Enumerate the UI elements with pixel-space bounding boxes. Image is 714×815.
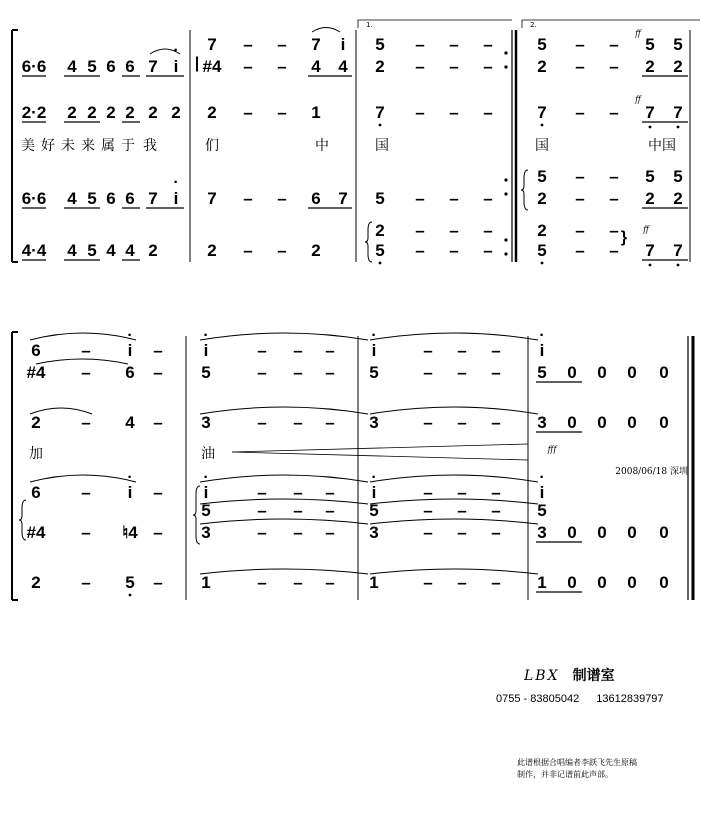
note: 5: [673, 35, 683, 54]
octave-dot-above: ·: [203, 327, 209, 344]
note: –: [293, 501, 303, 520]
repeat-dot: [504, 65, 507, 68]
note: –: [449, 189, 459, 208]
note: 7: [148, 189, 158, 208]
repeat-dot: [504, 192, 507, 195]
note: –: [457, 573, 467, 592]
note: 5: [537, 501, 547, 520]
tie: [200, 475, 368, 482]
repeat-dot: [504, 51, 507, 54]
note: i: [371, 341, 377, 360]
note: 5: [375, 241, 385, 260]
octave-dot-below: [541, 124, 544, 127]
note: 3: [201, 413, 211, 432]
note: 7: [673, 103, 683, 122]
note: 5: [537, 167, 547, 186]
note: 4: [125, 241, 135, 260]
note: 3: [369, 413, 379, 432]
tie: [312, 28, 340, 33]
note: –: [257, 501, 267, 520]
crescendo-hairpin-lower: [232, 452, 528, 460]
note: 5: [369, 363, 379, 382]
studio-name: 制谱室: [572, 668, 615, 684]
bar-brace: |: [194, 55, 200, 72]
note: –: [575, 189, 585, 208]
octave-dot-above: ·: [539, 469, 545, 486]
note: 2: [673, 189, 683, 208]
tie: [370, 407, 538, 414]
note: –: [609, 35, 619, 54]
note: –: [325, 341, 335, 360]
note: 5: [87, 241, 97, 260]
note: –: [491, 523, 501, 542]
note: –: [81, 341, 91, 360]
note: –: [325, 413, 335, 432]
note: –: [243, 35, 253, 54]
note: 2: [375, 221, 385, 240]
note: 5: [537, 363, 547, 382]
note: #4: [26, 363, 46, 382]
note: –: [325, 573, 335, 592]
note: –: [449, 241, 459, 260]
note: 2: [537, 221, 547, 240]
volta-2-label: 2.: [530, 21, 537, 29]
note: 2: [207, 241, 217, 260]
volta-bracket-2: [522, 20, 700, 28]
lyric-syllable: 来: [81, 138, 95, 154]
note: 2: [673, 57, 683, 76]
note: –: [483, 189, 493, 208]
note: 2: [31, 413, 41, 432]
note: #4: [202, 57, 222, 76]
note: –: [243, 57, 253, 76]
note: 6: [106, 57, 116, 76]
note: i: [127, 341, 133, 360]
note: –: [257, 573, 267, 592]
chord-brace: [193, 486, 200, 544]
note: i: [127, 483, 133, 502]
note: 6: [106, 189, 116, 208]
lyric-syllable: 加: [29, 446, 43, 462]
note: –: [415, 189, 425, 208]
octave-dot-above: ·: [371, 469, 377, 486]
lyric-syllable: 美: [21, 138, 35, 154]
note: –: [325, 483, 335, 502]
octave-dot-above: ·: [539, 327, 545, 344]
note: –: [81, 523, 91, 542]
studio-logo: LBX: [524, 668, 560, 684]
note: 4: [338, 57, 348, 76]
note: 7: [673, 241, 683, 260]
note: –: [449, 35, 459, 54]
note: –: [243, 241, 253, 260]
score-date: 2008/06/18 深圳: [615, 467, 688, 477]
note: –: [483, 103, 493, 122]
note: –: [575, 167, 585, 186]
note: 0: [567, 573, 577, 592]
note: –: [457, 483, 467, 502]
note: 6: [31, 483, 41, 502]
note: 5: [201, 363, 211, 382]
note: –: [415, 35, 425, 54]
note: 4: [67, 189, 77, 208]
note: 0: [597, 413, 607, 432]
repeat-dot: [504, 178, 507, 181]
tie: [370, 499, 538, 504]
note: 5: [87, 57, 97, 76]
note: 0: [567, 363, 577, 382]
note: –: [153, 363, 163, 382]
octave-dot-above: ·: [173, 42, 179, 59]
tie: [200, 333, 368, 340]
note: –: [575, 35, 585, 54]
octave-dot-below: [649, 264, 652, 267]
octave-dot-below: [379, 262, 382, 265]
note: –: [325, 363, 335, 382]
lyric-syllable: 国: [535, 138, 549, 154]
octave-dot-below: [677, 264, 680, 267]
note: –: [415, 241, 425, 260]
note: –: [457, 501, 467, 520]
note: –: [257, 363, 267, 382]
studio-mobile: 13612839797: [596, 693, 664, 705]
note: 0: [659, 573, 669, 592]
note: 3: [537, 523, 547, 542]
note: –: [609, 103, 619, 122]
tie: [370, 569, 538, 574]
note: –: [491, 573, 501, 592]
note: –: [449, 57, 459, 76]
note: –: [483, 35, 493, 54]
note: 7: [537, 103, 547, 122]
tie: [200, 499, 368, 504]
note: –: [483, 221, 493, 240]
note: –: [609, 221, 619, 240]
note: 1: [369, 573, 379, 592]
note: 2: [67, 103, 77, 122]
note: –: [423, 573, 433, 592]
note: 0: [659, 523, 669, 542]
note: 5: [537, 35, 547, 54]
note: 2: [148, 103, 158, 122]
score-note: [517, 757, 637, 781]
note: –: [449, 221, 459, 240]
note: 2: [171, 103, 181, 122]
note: 0: [567, 413, 577, 432]
note: –: [81, 483, 91, 502]
note: 0: [627, 413, 637, 432]
note: –: [293, 483, 303, 502]
note: 4·4: [21, 241, 47, 260]
note: –: [491, 363, 501, 382]
note: –: [153, 341, 163, 360]
note: –: [415, 221, 425, 240]
note: 2: [645, 57, 655, 76]
octave-dot-above: ·: [127, 469, 133, 486]
studio-signature: [524, 665, 704, 685]
note: 6·6: [21, 189, 47, 208]
octave-dot-above: ·: [173, 174, 179, 191]
note: 4: [125, 413, 135, 432]
note: –: [423, 501, 433, 520]
note: –: [293, 341, 303, 360]
octave-dot-below: [129, 594, 132, 597]
crescendo-hairpin-upper: [232, 444, 528, 452]
note: –: [277, 241, 287, 260]
note: 1: [201, 573, 211, 592]
note: i: [539, 341, 545, 360]
note: 5: [369, 501, 379, 520]
note: –: [325, 501, 335, 520]
dynamic-ff: ff: [643, 225, 649, 234]
note: –: [609, 189, 619, 208]
studio-contacts: [496, 693, 664, 705]
note: –: [609, 57, 619, 76]
note: –: [293, 573, 303, 592]
note: 7: [338, 189, 348, 208]
note: –: [449, 103, 459, 122]
slur: [30, 333, 136, 340]
note: –: [457, 341, 467, 360]
note: 6: [125, 363, 135, 382]
note: 0: [597, 523, 607, 542]
note: –: [457, 363, 467, 382]
note: 2: [645, 189, 655, 208]
volta-bracket-1: [358, 20, 512, 28]
note: 5: [375, 189, 385, 208]
note: 4: [67, 241, 77, 260]
note: –: [491, 341, 501, 360]
lyric-syllable: 中: [315, 138, 329, 154]
note: 3: [201, 523, 211, 542]
dynamic-fff: fff: [547, 445, 557, 454]
note: 2: [311, 241, 321, 260]
note: –: [575, 57, 585, 76]
bar-brace: }: [620, 229, 628, 246]
note: 2: [31, 573, 41, 592]
note: 0: [627, 363, 637, 382]
lyric-syllable: 中国: [648, 138, 676, 154]
chord-brace: [19, 500, 26, 540]
note: –: [609, 167, 619, 186]
note: i: [371, 483, 377, 502]
lyric-syllable: 好: [41, 138, 55, 154]
note: 0: [597, 363, 607, 382]
note: 5: [125, 573, 135, 592]
note: –: [423, 341, 433, 360]
studio-phone: 0755 - 83805042: [496, 693, 580, 705]
note: –: [81, 413, 91, 432]
note: 1: [537, 573, 547, 592]
score-system-2: [12, 327, 693, 600]
note: –: [293, 363, 303, 382]
note: 5: [375, 35, 385, 54]
note: #4: [26, 523, 46, 542]
note: 2: [148, 241, 158, 260]
note: i: [340, 35, 346, 54]
lyric-syllable: 于: [121, 138, 135, 154]
note: 4: [311, 57, 321, 76]
score-note-line-1: 此谱根据合唱编者李跃飞先生原稿: [517, 758, 637, 767]
note: –: [243, 189, 253, 208]
note: 0: [627, 573, 637, 592]
note: 7: [375, 103, 385, 122]
chord-brace: [521, 170, 528, 210]
note: –: [277, 189, 287, 208]
note: 7: [311, 35, 321, 54]
note: 6·6: [21, 57, 47, 76]
tie: [370, 519, 538, 524]
note: 2: [87, 103, 97, 122]
note: –: [491, 483, 501, 502]
note: i: [173, 189, 179, 208]
note: 0: [567, 523, 577, 542]
repeat-dot: [504, 238, 507, 241]
note: 5: [201, 501, 211, 520]
note: –: [257, 413, 267, 432]
note: –: [575, 241, 585, 260]
tie: [370, 475, 538, 482]
note: 7: [645, 241, 655, 260]
note: 7: [207, 35, 217, 54]
note: –: [457, 523, 467, 542]
note: –: [257, 483, 267, 502]
note: –: [415, 103, 425, 122]
note: 5: [87, 189, 97, 208]
note: 4: [67, 57, 77, 76]
lyric-syllable: 国: [375, 138, 389, 154]
slur: [30, 475, 136, 482]
note: –: [423, 483, 433, 502]
note: –: [277, 103, 287, 122]
note: 7: [207, 189, 217, 208]
note: 0: [597, 573, 607, 592]
note: –: [257, 523, 267, 542]
lyric-syllable: 属: [101, 138, 115, 154]
note: –: [325, 523, 335, 542]
tie: [200, 407, 368, 414]
note: 6: [311, 189, 321, 208]
dynamic-ff: ff: [635, 95, 641, 104]
note: –: [243, 103, 253, 122]
note: 5: [537, 241, 547, 260]
lyric-syllable: 我: [143, 138, 157, 154]
note: –: [415, 57, 425, 76]
note: –: [423, 363, 433, 382]
note: 2: [106, 103, 116, 122]
note: –: [575, 103, 585, 122]
octave-dot-below: [677, 126, 680, 129]
note: 4: [106, 241, 116, 260]
note: i: [173, 57, 179, 76]
note: –: [153, 483, 163, 502]
note: –: [483, 241, 493, 260]
note: 2: [375, 57, 385, 76]
dynamic-ff: ff: [635, 29, 641, 38]
note: –: [257, 341, 267, 360]
note: 5: [673, 167, 683, 186]
octave-dot-below: [541, 262, 544, 265]
note: –: [491, 501, 501, 520]
chord-brace: [365, 222, 372, 262]
note: –: [575, 221, 585, 240]
lyric-syllable: 油: [201, 446, 215, 462]
note: –: [423, 523, 433, 542]
note: i: [203, 483, 209, 502]
lyric-syllable: 们: [205, 138, 219, 154]
note: –: [153, 523, 163, 542]
note: 0: [627, 523, 637, 542]
note: –: [277, 35, 287, 54]
note: –: [457, 413, 467, 432]
note: 0: [659, 363, 669, 382]
note: 5: [645, 35, 655, 54]
note: 0: [659, 413, 669, 432]
lyric-syllable: 未: [61, 138, 75, 154]
note: 2: [537, 57, 547, 76]
note: –: [277, 57, 287, 76]
tie: [370, 333, 538, 340]
note: 1: [311, 103, 321, 122]
note: 3: [537, 413, 547, 432]
note: 5: [645, 167, 655, 186]
tie: [200, 569, 368, 574]
tie: [200, 519, 368, 524]
note: 6: [125, 189, 135, 208]
octave-dot-below: [649, 126, 652, 129]
note: –: [153, 573, 163, 592]
score-note-line-2: 制作，并非记谱前此声部。: [517, 770, 613, 779]
note: –: [483, 57, 493, 76]
note: –: [491, 413, 501, 432]
note: 7: [645, 103, 655, 122]
note: –: [609, 241, 619, 260]
note: 7: [148, 57, 158, 76]
note: –: [293, 523, 303, 542]
note: i: [203, 341, 209, 360]
octave-dot-below: [379, 124, 382, 127]
note: 6: [125, 57, 135, 76]
octave-dot-above: ·: [127, 327, 133, 344]
note: i: [539, 483, 545, 502]
octave-dot-above: ·: [371, 327, 377, 344]
note: 6: [31, 341, 41, 360]
note: 2: [207, 103, 217, 122]
repeat-dot: [504, 252, 507, 255]
note: 2: [537, 189, 547, 208]
score-system-1: [12, 20, 700, 266]
note: ♮4: [122, 523, 138, 542]
octave-dot-above: ·: [203, 469, 209, 486]
note: –: [423, 413, 433, 432]
note: 3: [369, 523, 379, 542]
note: 2: [125, 103, 135, 122]
note: 2·2: [21, 103, 47, 122]
note: –: [81, 573, 91, 592]
note: –: [153, 413, 163, 432]
note: –: [293, 413, 303, 432]
volta-1-label: 1.: [366, 21, 373, 29]
note: –: [81, 363, 91, 382]
